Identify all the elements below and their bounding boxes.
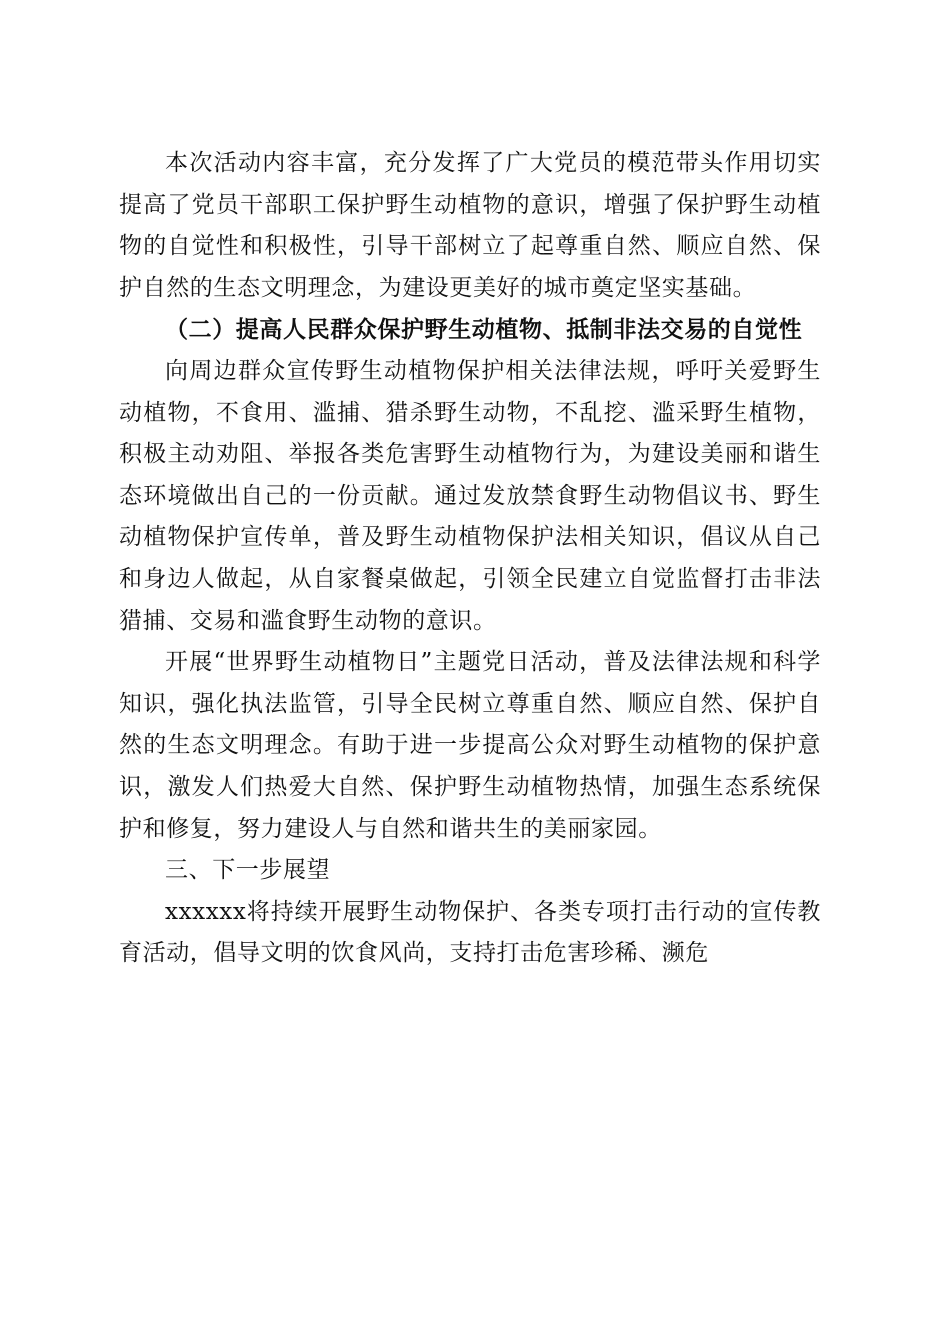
paragraph-publicity: 向周边群众宣传野生动植物保护相关法律法规，呼吁关爱野生动植物，不食用、滥捕、猎杀野生动物，不乱挖、滥采野生植物，积极主动劝阻、举报各类危害野生动植物行为，为建设美丽和谐生态环境做出自己的一份贡献。通过发放禁食野生动物倡议书、野生动植物保护宣传单，普及野生动植物保护法相关知识，倡议从自己和身边人做起，从自家餐桌做起，引领全民建立自觉监督打击非法猎捕、交易和滥食野生动物的意识。 [119, 357, 821, 634]
section-heading-public-awareness: （二）提高人民群众保护野生动植物、抵制非法交易的自觉性 [165, 316, 803, 344]
paragraph-outlook: xxxxxx将持续开展野生动物保护、各类专项打击行动的宣传教育活动，倡导文明的饮食风尚，支持打击危害珍稀、濒危 [119, 898, 821, 967]
paragraph-activity-summary: 本次活动内容丰富，充分发挥了广大党员的模范带头作用切实提高了党员干部职工保护野生动植物的意识，增强了保护野生动植物的自觉性和积极性，引导干部树立了起尊重自然、顺应自然、保护自然的生态文明理念，为建设更美好的城市奠定坚实基础。 [119, 150, 821, 301]
paragraph-theme-day: 开展“世界野生动植物日”主题党日活动，普及法律法规和科学知识，强化执法监管，引导全民树立尊重自然、顺应自然、保护自然的生态文明理念。有助于进一步提高公众对野生动植物的保护意识，激发人们热爱大自然、保护野生动植物热情，加强生态系统保护和修复，努力建设人与自然和谐共生的美丽家园。 [119, 649, 821, 842]
section-heading-next-steps: 三、下一步展望 [165, 857, 331, 884]
document-body [119, 143, 821, 975]
